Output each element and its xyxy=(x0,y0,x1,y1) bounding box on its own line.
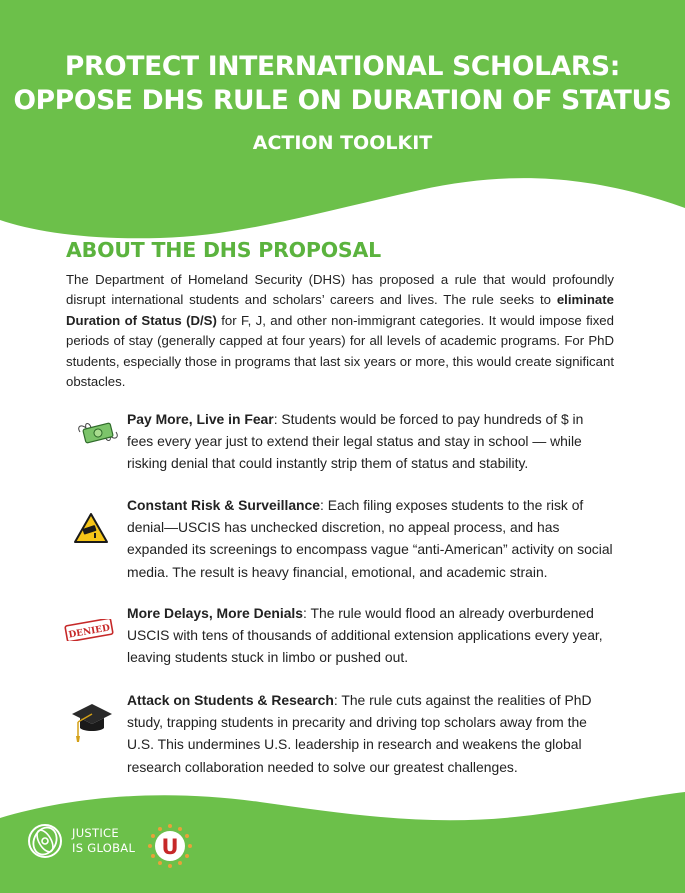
point-3-title: More Delays, More Denials xyxy=(127,605,304,621)
money-wings-icon xyxy=(76,418,120,448)
point-2-text: : Each filing exposes students to the risk of denial—USCIS has unchecked discretion, no appeal process, and has expanded its screenings to encompass vague “anti-American” activity on social media. The result is heavy financial, emotional, and academic strain. xyxy=(127,497,613,580)
denied-stamp-text: DENIED xyxy=(67,623,111,641)
point-1-title: Pay More, Live in Fear xyxy=(127,411,274,427)
intro-paragraph xyxy=(66,270,614,392)
u-logo-letter: U xyxy=(161,835,179,859)
point-4-title: Attack on Students & Research xyxy=(127,692,334,708)
section-heading: ABOUT THE DHS PROPOSAL xyxy=(66,238,382,262)
point-2-title: Constant Risk & Surveillance xyxy=(127,497,320,513)
graduation-cap-icon xyxy=(70,700,114,744)
point-3 xyxy=(127,602,613,669)
point-2 xyxy=(127,494,613,583)
surveillance-camera-warning-icon xyxy=(73,512,109,544)
title-line-2: OPPOSE DHS RULE ON DURATION OF STATUS xyxy=(13,85,672,116)
denied-stamp-icon xyxy=(64,619,114,641)
justice-is-global-text xyxy=(72,826,135,856)
point-4-text: : The rule cuts against the realities of PhD study, trapping students in precarity and driving top scholars away from the U.S. This undermines U.S. leadership in research and weakens the global research collaboration needed to solve our greatest challenges. xyxy=(127,692,592,775)
justice-is-global-logo xyxy=(26,822,135,860)
point-3-text: : The rule would flood an already overburdened USCIS with tens of thousands of additional extension applications every year, leaving students stuck in limbo or pushed out. xyxy=(127,605,603,666)
point-1-text: : Students would be forced to pay hundreds of $ in fees every year just to extend their legal status and stay in school — while risking denial that could instantly strip them of status and stability. xyxy=(127,411,584,472)
intro-text-1: The Department of Homeland Security (DHS) has proposed a rule that would profoundly disrupt international students and scholars’ careers and lives. The rule seeks to xyxy=(66,272,614,308)
page-title xyxy=(0,50,685,118)
title-line-1: PROTECT INTERNATIONAL SCHOLARS: xyxy=(64,51,621,82)
page-subtitle: ACTION TOOLKIT xyxy=(252,132,433,154)
point-1 xyxy=(127,408,613,475)
intro-text-2: for F, J, and other non-immigrant categories. It would impose fixed periods of stay (generally capped at four years) for all levels of academic programs. For PhD students, especially those in programs that last six years or more, this would create significant obstacles. xyxy=(66,312,614,390)
header xyxy=(0,50,685,154)
point-4 xyxy=(127,689,613,778)
union-u-logo xyxy=(146,822,194,870)
logo-line-1: JUSTICE xyxy=(72,826,119,840)
logo-line-2: IS GLOBAL xyxy=(72,841,136,855)
intro-bold: eliminate Duration of Status (D/S) xyxy=(66,292,614,328)
globe-rings-icon xyxy=(26,822,64,860)
